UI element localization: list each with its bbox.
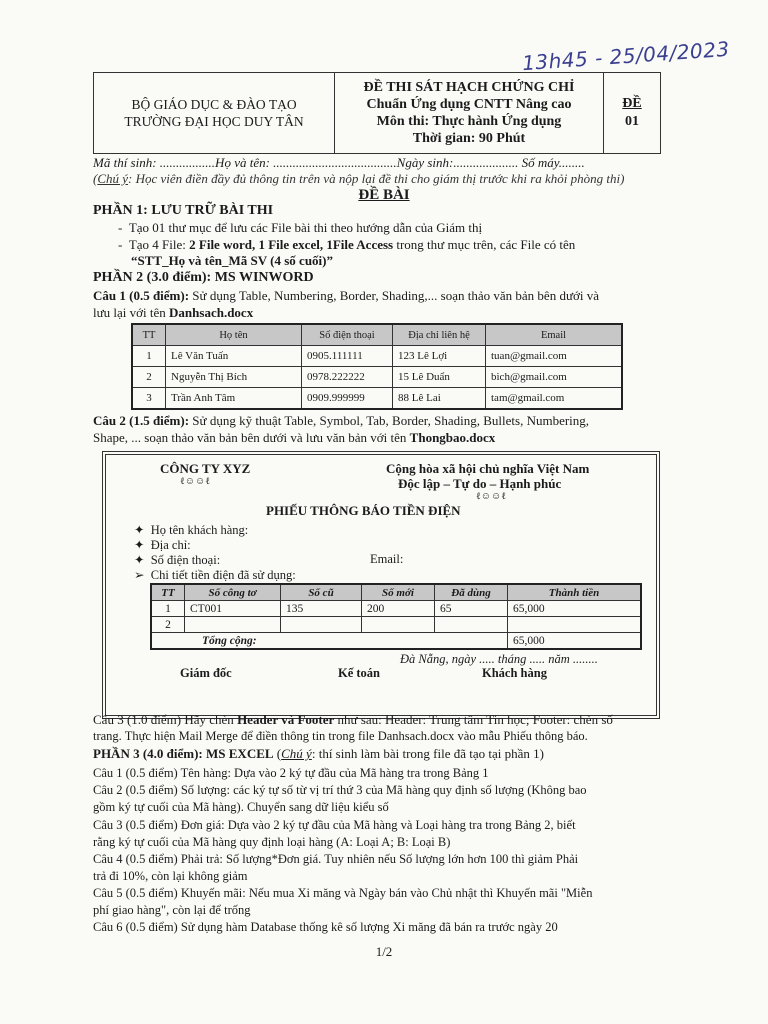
col-new: Số mới bbox=[362, 584, 435, 601]
cell-phone: 0909.999999 bbox=[302, 388, 393, 410]
page-number: 1/2 bbox=[375, 944, 393, 959]
exam-code-label: ĐỀ bbox=[622, 96, 642, 111]
note-label: Chú ý bbox=[97, 171, 129, 186]
col-old: Số cũ bbox=[281, 584, 362, 601]
part1-title: PHẦN 1: LƯU TRỮ BÀI THI bbox=[93, 203, 274, 218]
exam-code-cell bbox=[604, 73, 660, 153]
bullet-diamond-icon: ✦ bbox=[134, 523, 145, 537]
cell-email: tuan@gmail.com bbox=[486, 346, 623, 367]
col-tt: TT bbox=[132, 324, 166, 346]
cell-meter bbox=[185, 617, 281, 633]
notice-motto: Độc lập – Tự do – Hạnh phúc bbox=[398, 476, 562, 491]
cell-tt: 3 bbox=[132, 388, 166, 410]
excel-q6: Câu 6 (0.5 điểm) Sử dụng hàm Database thống kê số lượng Xi măng đã bán ra trước ngày 20 bbox=[93, 920, 558, 934]
q3-c: như sau: Header: Trung tâm Tin học; Footer: chèn số bbox=[334, 712, 613, 727]
de-bai-heading: ĐỀ BÀI bbox=[358, 187, 410, 203]
note-text: : Học viên điền đầy đủ thông tin trên và nộp lại đề thi cho giám thị trước khi ra khỏi phòng thi) bbox=[128, 171, 625, 186]
cell-tt: 2 bbox=[132, 367, 166, 388]
exam-subject: Môn thi: Thực hành Ứng dụng bbox=[376, 114, 562, 129]
col-address: Địa chỉ liên hệ bbox=[393, 324, 486, 346]
table-row bbox=[151, 601, 641, 617]
sign-customer: Khách hàng bbox=[482, 666, 547, 680]
q1-label: Câu 1 (0.5 điểm): bbox=[93, 288, 190, 303]
notice-field-phone bbox=[134, 552, 220, 568]
bullet-arrow-icon: ➢ bbox=[134, 568, 145, 582]
excel-q1: Câu 1 (0.5 điểm) Tên hàng: Dựa vào 2 ký tự đầu của Mã hàng tra trong Bảng 1 bbox=[93, 766, 489, 780]
cell-used: 65 bbox=[435, 601, 508, 617]
cell-new bbox=[362, 617, 435, 633]
note-open: ( bbox=[93, 171, 98, 186]
col-used: Đã dùng bbox=[435, 584, 508, 601]
table-row bbox=[132, 367, 622, 388]
total-label: Tổng cộng: bbox=[151, 633, 508, 650]
col-meter: Số công tơ bbox=[185, 584, 281, 601]
part1-b2-a: Tạo 4 File: bbox=[128, 237, 190, 252]
notice-field-email: Email: bbox=[370, 552, 404, 566]
cell-meter: CT001 bbox=[185, 601, 281, 617]
col-tt: TT bbox=[151, 584, 185, 601]
cell-phone: 0905.111111 bbox=[302, 346, 393, 367]
cell-address: 123 Lê Lợi bbox=[393, 346, 486, 367]
part1-bullet-2: - Tạo 4 File: 2 File word, 1 File excel, 1File Access trong thư mục trên, các File có tên bbox=[118, 237, 576, 252]
cell-tt: 1 bbox=[132, 346, 166, 367]
cell-name: Nguyễn Thị Bích bbox=[166, 367, 302, 388]
q1-text: Sử dụng Table, Numbering, Border, Shading,... soạn thảo văn bản bên dưới và bbox=[189, 288, 599, 303]
part2-q1 bbox=[93, 288, 599, 304]
student-info-note bbox=[93, 171, 624, 187]
part1-bullet-1: - Tạo 01 thư mục để lưu các File bài thi theo hướng dẫn của Giám thị bbox=[118, 220, 483, 235]
q2-text2: Shape, ... soạn thảo văn bản bên dưới và lưu văn bản với tên bbox=[93, 430, 410, 445]
cell-name: Lê Văn Tuấn bbox=[166, 346, 302, 367]
cell-tt: 1 bbox=[151, 601, 185, 617]
bullet-diamond-icon: ✦ bbox=[134, 538, 145, 552]
exam-standard: Chuẩn Ứng dụng CNTT Nâng cao bbox=[366, 97, 572, 112]
notice-field-address bbox=[134, 537, 191, 553]
part3-note-text: : thí sinh làm bài trong file đã tạo tại phần 1) bbox=[311, 746, 544, 761]
student-info-line: Mã thí sinh: .................Họ và tên: ......................................Ngày sinh:.................... Số máy........ bbox=[93, 155, 585, 170]
part2-q3 bbox=[93, 712, 613, 728]
excel-q4: Câu 4 (0.5 điểm) Phải trả: Số lượng*Đơn giá. Tuy nhiên nếu Số lượng lớn hơn 100 thì giảm Phải bbox=[93, 852, 579, 866]
exam-header bbox=[93, 72, 661, 154]
notice-field-detail bbox=[134, 567, 296, 583]
sign-director: Giám đốc bbox=[180, 666, 232, 680]
contact-table-header bbox=[132, 324, 622, 346]
part3-note-open: ( bbox=[273, 746, 282, 761]
exam-title: ĐỀ THI SÁT HẠCH CHỨNG CHỈ bbox=[363, 80, 575, 95]
ministry-name: BỘ GIÁO DỤC & ĐÀO TẠO bbox=[131, 97, 297, 112]
q2-filename: Thongbao.docx bbox=[409, 430, 496, 445]
part2-q3-line2: trang. Thực hiện Mail Merge để điền thông tin trong file Danhsach.docx vào mẫu Phiếu thông báo. bbox=[93, 729, 588, 743]
bullet-diamond-icon: ✦ bbox=[134, 553, 145, 567]
excel-q4-line2: trả đi 10%, còn lại không giảm bbox=[93, 869, 248, 883]
notice-nation: Cộng hòa xã hội chủ nghĩa Việt Nam bbox=[386, 461, 590, 476]
field-address-label: Địa chỉ: bbox=[150, 538, 191, 552]
cell-address: 15 Lê Duẩn bbox=[393, 367, 486, 388]
excel-q2: Câu 2 (0.5 điểm) Số lượng: các ký tự số từ vị trí thứ 3 của Mã hàng quy định số lượng (Không bao bbox=[93, 783, 587, 797]
table-row bbox=[132, 346, 622, 367]
excel-q5: Câu 5 (0.5 điểm) Khuyến mãi: Nếu mua Xi măng và Ngày bán vào Chủ nhật thì Khuyến mãi "Miễn bbox=[93, 886, 593, 900]
part1-b2-b: 2 File word, 1 File excel, 1File Access bbox=[189, 237, 394, 252]
col-email: Email bbox=[486, 324, 623, 346]
notice-date-line: Đà Nẵng, ngày ..... tháng ..... năm ........ bbox=[400, 652, 598, 666]
q3-a: (1.0 điểm) Hãy chèn bbox=[123, 712, 238, 727]
part2-q1-line2 bbox=[93, 305, 253, 321]
excel-q5-line2: phí giao hàng", còn lại để trống bbox=[93, 903, 251, 917]
cell-phone: 0978.222222 bbox=[302, 367, 393, 388]
cell-email: tam@gmail.com bbox=[486, 388, 623, 410]
part2-title: PHẦN 2 (3.0 điểm): MS WINWORD bbox=[93, 270, 314, 285]
q1-filename: Danhsach.docx bbox=[169, 305, 254, 320]
electricity-table bbox=[150, 583, 642, 650]
total-row bbox=[151, 633, 641, 650]
part2-q2-line2 bbox=[93, 430, 495, 446]
q3-label: Câu 3 bbox=[93, 712, 124, 727]
cell-email: bich@gmail.com bbox=[486, 367, 623, 388]
col-phone: Số điện thoại bbox=[302, 324, 393, 346]
field-detail-label: Chi tiết tiền điện đã sử dụng: bbox=[150, 568, 296, 582]
cell-tt: 2 bbox=[151, 617, 185, 633]
table-row bbox=[151, 617, 641, 633]
q2-label: Câu 2 (1.5 điểm): bbox=[93, 413, 190, 428]
excel-q3: Câu 3 (0.5 điểm) Đơn giá: Dựa vào 2 ký tự đầu của Mã hàng và Loại hàng tra trong Bảng 2, biết bbox=[93, 818, 576, 832]
part1-b2-c: trong thư mục trên, các File có tên bbox=[393, 237, 576, 252]
total-value: 65,000 bbox=[508, 633, 642, 650]
field-phone-label: Số điện thoại: bbox=[150, 553, 221, 567]
excel-q3-line2: rằng ký tự cuối của Mã hàng quy định loại hàng (A: Loại A; B: Loại B) bbox=[93, 835, 451, 849]
electricity-table-header bbox=[151, 584, 641, 601]
notice-title: PHIẾU THÔNG BÁO TIỀN ĐIỆN bbox=[266, 503, 461, 518]
part3-note-label: Chú ý bbox=[281, 746, 312, 761]
cell-old bbox=[281, 617, 362, 633]
field-name-label: Họ tên khách hàng: bbox=[150, 523, 249, 537]
part1-bullet-1-text: Tạo 01 thư mục để lưu các File bài thi theo hướng dẫn của Giám thị bbox=[128, 220, 483, 235]
cell-amount: 65,000 bbox=[508, 601, 642, 617]
excel-q2-line2: gồm ký tự cuối của Mã hàng). Chuyển sang dữ liệu kiểu số bbox=[93, 800, 389, 814]
university-name: TRƯỜNG ĐẠI HỌC DUY TÂN bbox=[124, 114, 304, 129]
notice-ornament-right: ℓ☺☺ℓ bbox=[476, 491, 506, 502]
cell-new: 200 bbox=[362, 601, 435, 617]
notice-field-name bbox=[134, 522, 248, 538]
col-amount: Thành tiền bbox=[508, 584, 642, 601]
notice-ornament-left: ℓ☺☺ℓ bbox=[180, 476, 210, 487]
part3-title bbox=[93, 746, 544, 762]
electricity-notice-frame bbox=[102, 451, 660, 719]
handwritten-timestamp: 13h45 - 25/04/2023 bbox=[521, 36, 731, 76]
cell-used bbox=[435, 617, 508, 633]
part2-q2 bbox=[93, 413, 589, 429]
col-name: Họ tên bbox=[166, 324, 302, 346]
cell-address: 88 Lê Lai bbox=[393, 388, 486, 410]
notice-company: CÔNG TY XYZ bbox=[160, 461, 251, 476]
q3-b: Header và Footer bbox=[237, 712, 335, 727]
cell-old: 135 bbox=[281, 601, 362, 617]
cell-amount bbox=[508, 617, 642, 633]
part3-title-text: PHẦN 3 (4.0 điểm): MS EXCEL bbox=[93, 746, 274, 761]
exam-code-number: 01 bbox=[625, 114, 639, 129]
sign-accountant: Kế toán bbox=[338, 666, 381, 680]
part1-filename-pattern: “STT_Họ và tên_Mã SV (4 số cuối)” bbox=[131, 253, 333, 268]
institution-cell bbox=[94, 73, 335, 153]
contact-table bbox=[131, 323, 623, 410]
table-row bbox=[132, 388, 622, 410]
q1-text2: lưu lại với tên bbox=[93, 305, 170, 320]
cell-name: Trần Anh Tâm bbox=[166, 388, 302, 410]
exam-title-cell bbox=[335, 73, 604, 153]
q2-text: Sử dụng kỹ thuật Table, Symbol, Tab, Border, Shading, Bullets, Numbering, bbox=[189, 413, 590, 428]
exam-duration: Thời gian: 90 Phút bbox=[412, 131, 526, 146]
